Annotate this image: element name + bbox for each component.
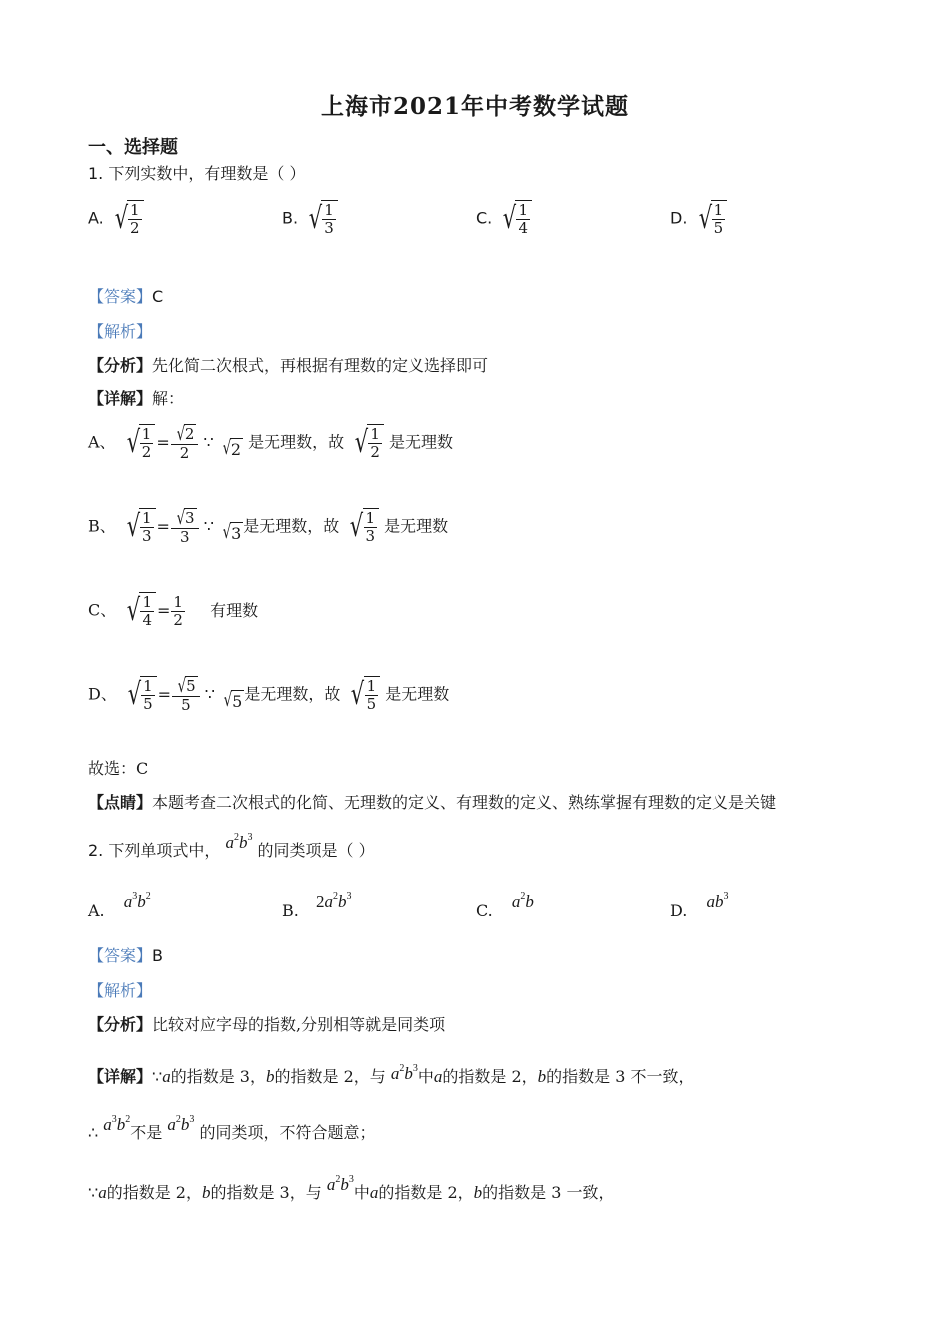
math-text: C. — [476, 901, 493, 920]
math-text: 的同类项，不符合题意； — [199, 1123, 376, 1142]
math-text: √ — [127, 677, 142, 712]
math-text: b — [116, 1115, 126, 1134]
math-text: 的指数是 2， — [378, 1183, 474, 1202]
question-2-option-d[interactable] — [670, 887, 729, 920]
question-2-option-c[interactable] — [476, 887, 534, 920]
math-text: 5 — [181, 696, 191, 714]
math-text: 是无理数，故 — [243, 516, 340, 536]
math-text: 3 — [185, 509, 195, 527]
math-text: 2 — [184, 425, 195, 443]
math-text: = — [156, 433, 170, 452]
math-text: 2 — [315, 892, 325, 911]
math-text: 是无理数 — [384, 516, 449, 536]
math-text: √ — [126, 425, 140, 460]
math-text: 2 — [332, 891, 338, 902]
math-text: 2 — [145, 891, 151, 902]
math-text: 3 — [365, 527, 376, 545]
section-heading: 一、选择题 — [88, 137, 178, 158]
math-text: b — [340, 1175, 349, 1194]
math-text: a — [167, 1115, 176, 1134]
option-label: B. — [282, 208, 299, 228]
math-text: 3 — [723, 891, 729, 902]
math-text: 3 — [231, 523, 242, 543]
xiangjie-tag: 【详解】 — [88, 389, 153, 408]
math-text: 的指数是 3，与 — [210, 1183, 322, 1202]
math-text: ∵ — [203, 516, 214, 536]
math-text: a — [98, 1183, 107, 1202]
question-1-option-d[interactable] — [670, 200, 727, 238]
math-text: 的指数是 2，与 — [274, 1067, 386, 1086]
math-text: 1 — [142, 593, 153, 611]
math-text: 5 — [232, 691, 243, 711]
math-text: √ — [176, 423, 185, 445]
sqrt-expression: √ $\frac{1}{5}$ — [693, 200, 728, 238]
math-text: 3 — [247, 832, 253, 843]
math-text: 5 — [366, 695, 377, 713]
math-text: B. — [282, 901, 299, 920]
math-text: a — [390, 1064, 400, 1083]
math-text: b — [404, 1064, 413, 1083]
math-text: 【分析】 — [88, 1015, 153, 1034]
fenxi-line — [88, 356, 488, 376]
choose-line: 故选：C — [88, 759, 149, 778]
sqrt-expression: √ $\frac{1}{3}$ — [303, 200, 338, 238]
math-text: a — [103, 1115, 112, 1134]
math-text: 的同类项是（ ） — [257, 841, 375, 860]
math-text: √ — [223, 688, 233, 711]
step-b — [88, 508, 448, 546]
answer-line — [88, 287, 163, 307]
math-text: 1 — [370, 425, 380, 443]
xiangjie-text: 解： — [152, 389, 185, 408]
math-text: 比较对应字母的指数,分别相等就是同类项 — [152, 1015, 446, 1034]
math-text: √ — [222, 520, 232, 543]
math-text: √ — [222, 436, 231, 459]
question-1-stem: 1. 下列实数中，有理数是（ ） — [88, 164, 306, 183]
math-text: 中 — [417, 1067, 434, 1086]
math-text: 【详解】 — [88, 1067, 153, 1086]
math-text: 的指数是 2， — [442, 1067, 538, 1086]
math-text: √ — [350, 509, 364, 544]
option-label: C. — [476, 208, 493, 228]
answer-tag: 【答案】 — [88, 287, 153, 306]
math-text: 1 — [366, 677, 377, 695]
math-text: 2 — [230, 439, 242, 459]
math-text: 3 — [346, 891, 352, 902]
math-text: 的指数是 3 一致， — [482, 1183, 615, 1202]
page-title: 上海市2021年中考数学试题 — [320, 93, 629, 120]
math-text: D、 — [88, 684, 117, 704]
math-text: 3 — [412, 1063, 418, 1074]
math-text: ∵ — [88, 1183, 99, 1202]
math-text: 2 — [399, 1063, 405, 1074]
dianjing-line — [88, 793, 776, 813]
math-text: 2 — [233, 832, 239, 843]
math-text: a — [123, 892, 133, 911]
math-text: a — [324, 892, 333, 911]
math-text: 是无理数 — [389, 432, 454, 452]
math-text: 不是 — [130, 1123, 163, 1142]
math-text: b — [337, 892, 347, 911]
math-text: √ — [127, 593, 141, 628]
math-text: 有理数 — [210, 600, 259, 620]
math-text: 2 — [125, 1114, 131, 1125]
math-text: A. — [88, 901, 105, 920]
math-text: 的指数是 3， — [170, 1067, 266, 1086]
math-text: b — [201, 1183, 211, 1202]
because-line — [88, 1174, 615, 1203]
math-text: 是无理数，故 — [248, 432, 345, 452]
math-text: 2 — [141, 443, 152, 461]
xiangjie-line-2 — [88, 1062, 695, 1087]
math-text: 的指数是 3 不一致， — [546, 1067, 695, 1086]
math-text: b — [137, 892, 146, 911]
math-text: b — [473, 1183, 483, 1202]
math-text: a — [326, 1175, 336, 1194]
math-text: √ — [126, 509, 140, 544]
math-text: 2 — [179, 444, 190, 462]
math-text: 2 — [370, 443, 380, 461]
math-text: C、 — [88, 600, 117, 620]
dianjing-text: 本题考查二次根式的化简、无理数的定义、有理数的定义、熟练掌握有理数的定义是关键 — [152, 793, 777, 812]
math-text: b — [537, 1067, 547, 1086]
math-text: 1 — [141, 425, 152, 443]
math-text: B — [152, 946, 163, 965]
math-text: b — [180, 1115, 190, 1134]
math-text: b — [525, 892, 534, 911]
fenxi-tag: 【分析】 — [88, 356, 153, 375]
math-text: = — [157, 601, 171, 620]
step-d — [88, 676, 449, 714]
sqrt-expression: √ $\frac{1}{4}$ — [497, 200, 532, 238]
question-1-option-a[interactable] — [88, 200, 144, 238]
step-c — [88, 592, 258, 630]
analysis-tag: 【解析】 — [88, 322, 153, 341]
math-text: b — [238, 833, 248, 852]
math-text: 5 — [143, 695, 153, 713]
math-text: b — [714, 892, 724, 911]
math-text: 是无理数，故 — [244, 684, 341, 704]
math-text: a — [162, 1067, 171, 1086]
answer-value: C — [152, 287, 164, 306]
math-text: 1 — [141, 509, 152, 527]
math-text: √ — [355, 425, 369, 460]
math-text: ∵ — [152, 1067, 163, 1086]
therefore-line — [88, 1114, 376, 1143]
math-text: √ — [176, 507, 186, 529]
math-text: a — [511, 892, 521, 911]
math-text: 2 — [520, 891, 526, 902]
math-text: ∴ — [88, 1123, 99, 1142]
math-text: B、 — [88, 516, 116, 536]
analysis-tag-2: 【解析】 — [88, 981, 153, 1000]
math-text: b — [265, 1067, 275, 1086]
math-text: a — [706, 892, 715, 911]
math-text: 2 — [173, 610, 183, 629]
math-text: = — [157, 685, 172, 704]
math-text: √ — [177, 675, 187, 697]
fenxi-line-2 — [88, 1015, 445, 1035]
math-text: ∵ — [204, 684, 215, 704]
math-text: = — [156, 517, 170, 536]
math-text: a — [225, 833, 234, 852]
math-text: 3 — [141, 527, 152, 545]
math-text: 5 — [186, 677, 196, 695]
math-text: 4 — [142, 611, 153, 629]
math-text: D. — [670, 901, 688, 920]
math-text: 3 — [348, 1174, 354, 1185]
math-text: 3 — [189, 1114, 195, 1125]
math-text: 2 — [175, 1114, 181, 1125]
math-text: 1 — [143, 677, 153, 695]
math-text: 2. 下列单项式中， — [88, 841, 221, 860]
math-text: 1 — [173, 592, 183, 611]
math-text: a — [369, 1183, 379, 1202]
math-text: 中 — [353, 1183, 370, 1202]
math-text: √ — [351, 677, 365, 712]
question-1-option-b[interactable] — [282, 200, 338, 238]
math-text: 的指数是 2， — [106, 1183, 202, 1202]
step-a: A、 √ $\frac{1}{2}$ = √ 2 2 ∵ √ 2 是无理数，故 √ $\frac{1}{2}$ 是无理数 — [88, 423, 454, 462]
math-text: 【答案】 — [88, 946, 153, 965]
fenxi-text: 先化简二次根式，再根据有理数的定义选择即可 — [152, 356, 489, 375]
question-1-option-c[interactable] — [476, 200, 532, 238]
math-text: 1 — [365, 509, 376, 527]
math-text: 3 — [179, 528, 190, 546]
math-text: 是无理数 — [385, 684, 450, 704]
dianjing-tag: 【点睛】 — [88, 793, 153, 812]
question-2-stem — [88, 832, 375, 861]
math-text: 3 — [132, 891, 138, 902]
sqrt-expression: √ $\frac{1}{2}$ — [109, 200, 144, 238]
math-text: 3 — [111, 1114, 117, 1125]
question-2-option-a[interactable] — [88, 887, 151, 920]
option-label: D. — [670, 208, 688, 228]
math-text: 2 — [335, 1174, 341, 1185]
option-label: A. — [88, 208, 104, 228]
question-2-option-b[interactable] — [282, 887, 352, 920]
math-text: a — [433, 1067, 443, 1086]
answer-line-2 — [88, 946, 163, 966]
math-text: ∵ — [203, 432, 214, 452]
xiangjie-line — [88, 389, 184, 409]
